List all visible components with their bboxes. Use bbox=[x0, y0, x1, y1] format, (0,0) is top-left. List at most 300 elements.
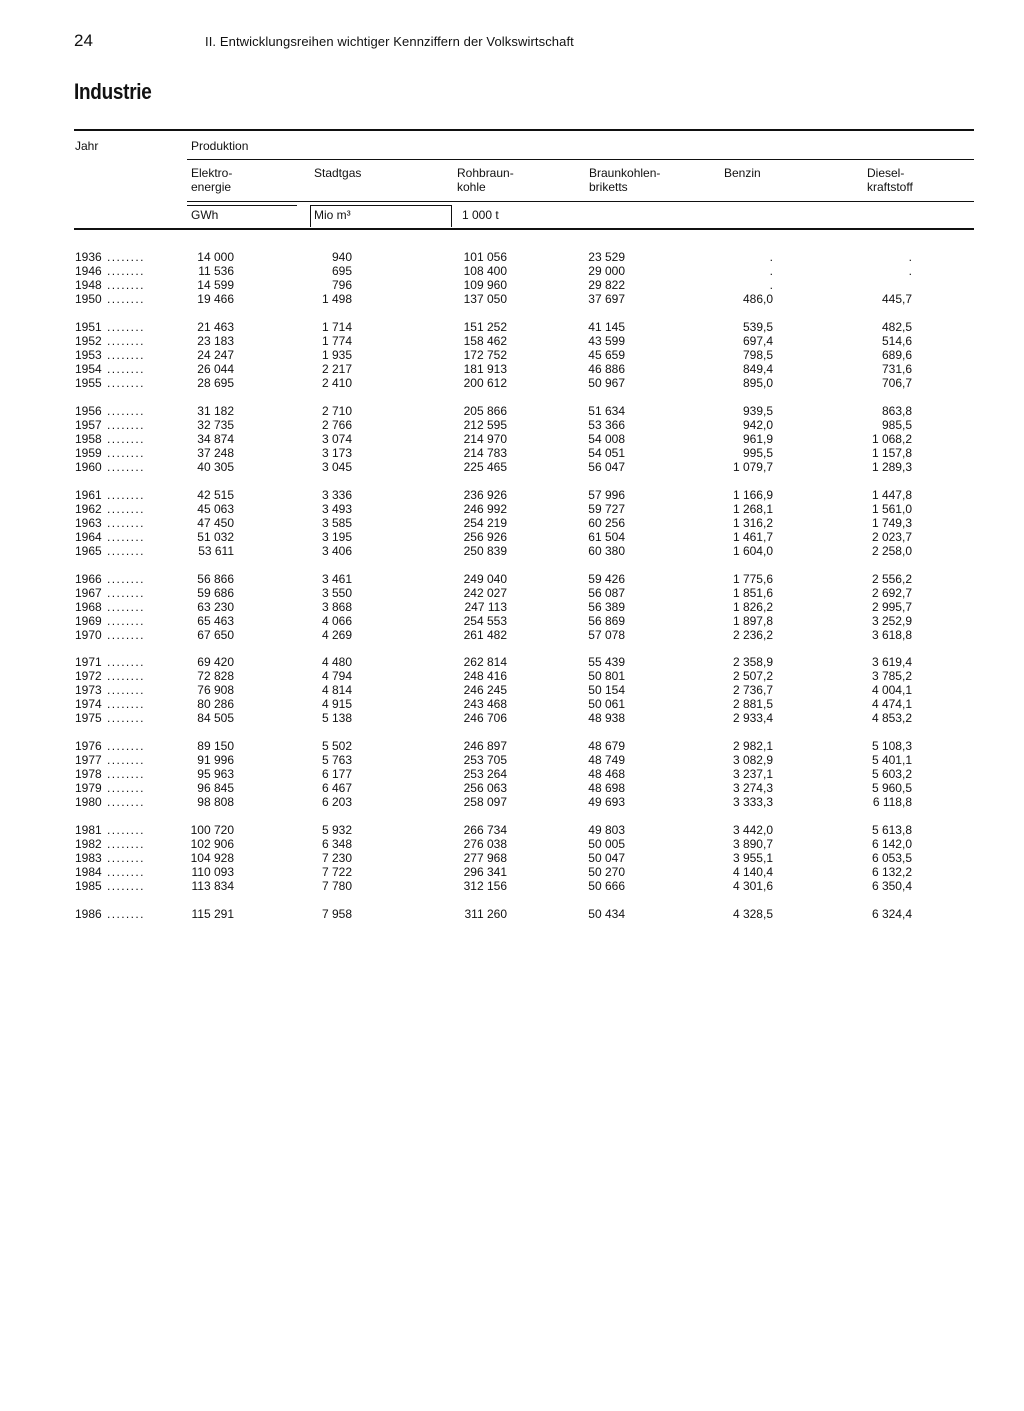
table-row bbox=[0, 320, 1024, 334]
cell-stadtgas: 3 493 bbox=[321, 501, 352, 516]
cell-stadtgas: 5 138 bbox=[321, 710, 352, 725]
row-year: 1964 bbox=[75, 529, 102, 544]
cell-stadtgas: 3 045 bbox=[321, 459, 352, 474]
cell-dieselkraftstoff: 1 068,2 bbox=[871, 431, 912, 446]
col-header-braunkohlenbriketts bbox=[589, 166, 660, 194]
cell-benzin: 697,4 bbox=[742, 333, 773, 348]
cell-braunkohlenbriketts: 49 693 bbox=[588, 794, 625, 809]
cell-dieselkraftstoff: 3 252,9 bbox=[871, 613, 912, 628]
cell-elektroenergie: 45 063 bbox=[197, 501, 234, 516]
table-row bbox=[0, 418, 1024, 432]
cell-rohbraunkohle: 311 260 bbox=[464, 907, 507, 921]
cell-elektroenergie: 67 650 bbox=[197, 627, 234, 642]
row-year: 1963 bbox=[75, 515, 102, 530]
cell-elektroenergie: 89 150 bbox=[197, 739, 234, 753]
cell-rohbraunkohle: 158 462 bbox=[463, 333, 507, 348]
cell-benzin: 849,4 bbox=[742, 361, 773, 376]
cell-benzin: 2 358,9 bbox=[732, 655, 773, 669]
table-row bbox=[0, 278, 1024, 292]
col-header-line1: Elektro- bbox=[191, 166, 233, 180]
cell-elektroenergie: 31 182 bbox=[197, 404, 234, 418]
unit-rule-gwh bbox=[187, 205, 297, 206]
cell-dieselkraftstoff: 689,6 bbox=[881, 347, 912, 362]
cell-dieselkraftstoff: . bbox=[908, 250, 912, 264]
cell-rohbraunkohle: 200 612 bbox=[463, 375, 507, 390]
cell-elektroenergie: 84 505 bbox=[197, 710, 234, 725]
table-row bbox=[0, 544, 1024, 558]
cell-elektroenergie: 28 695 bbox=[197, 375, 234, 390]
cell-stadtgas: 7 958 bbox=[321, 907, 352, 921]
cell-dieselkraftstoff: 4 004,1 bbox=[871, 682, 912, 697]
cell-rohbraunkohle: 225 465 bbox=[463, 459, 507, 474]
table-row bbox=[0, 264, 1024, 278]
row-year: 1967 bbox=[75, 585, 102, 600]
cell-stadtgas: 5 763 bbox=[321, 752, 352, 767]
cell-rohbraunkohle: 242 027 bbox=[463, 585, 507, 600]
row-leader-dots: ........ bbox=[107, 585, 145, 600]
cell-braunkohlenbriketts: 60 380 bbox=[588, 543, 625, 558]
column-header-rule bbox=[187, 201, 974, 202]
cell-braunkohlenbriketts: 29 000 bbox=[588, 263, 625, 278]
col-header-benzin bbox=[724, 166, 761, 180]
cell-stadtgas: 940 bbox=[331, 250, 352, 264]
cell-dieselkraftstoff: 4 853,2 bbox=[871, 710, 912, 725]
cell-dieselkraftstoff: 3 619,4 bbox=[871, 655, 912, 669]
cell-rohbraunkohle: 246 992 bbox=[463, 501, 507, 516]
cell-stadtgas: 4 066 bbox=[321, 613, 352, 628]
table-row bbox=[0, 655, 1024, 669]
row-year: 1956 bbox=[75, 404, 102, 418]
cell-rohbraunkohle: 108 400 bbox=[463, 263, 507, 278]
col-header-rohbraunkohle bbox=[457, 166, 514, 194]
cell-dieselkraftstoff: 1 749,3 bbox=[871, 515, 912, 530]
cell-stadtgas: 796 bbox=[331, 277, 352, 292]
row-leader-dots: ........ bbox=[107, 543, 145, 558]
row-year: 1957 bbox=[75, 417, 102, 432]
row-leader-dots: ........ bbox=[107, 907, 145, 921]
cell-rohbraunkohle: 262 814 bbox=[463, 655, 507, 669]
row-year: 1965 bbox=[75, 543, 102, 558]
cell-benzin: 486,0 bbox=[742, 291, 773, 306]
col-header-line2: kraftstoff bbox=[867, 180, 913, 194]
cell-braunkohlenbriketts: 56 389 bbox=[588, 599, 625, 614]
cell-stadtgas: 2 217 bbox=[321, 361, 352, 376]
cell-braunkohlenbriketts: 50 154 bbox=[588, 682, 625, 697]
table-row bbox=[0, 432, 1024, 446]
table-row bbox=[0, 837, 1024, 851]
cell-braunkohlenbriketts: 61 504 bbox=[588, 529, 625, 544]
cell-dieselkraftstoff: 6 142,0 bbox=[871, 836, 912, 851]
cell-stadtgas: 5 502 bbox=[321, 739, 352, 753]
row-year: 1985 bbox=[75, 878, 102, 893]
row-year: 1978 bbox=[75, 766, 102, 781]
cell-rohbraunkohle: 236 926 bbox=[463, 488, 507, 502]
cell-elektroenergie: 72 828 bbox=[197, 668, 234, 683]
cell-benzin: 895,0 bbox=[742, 375, 773, 390]
col-header-line1: Diesel- bbox=[867, 166, 905, 180]
cell-rohbraunkohle: 250 839 bbox=[463, 543, 507, 558]
row-leader-dots: ........ bbox=[107, 375, 145, 390]
cell-dieselkraftstoff: 731,6 bbox=[881, 361, 912, 376]
cell-benzin: . bbox=[769, 263, 773, 278]
col-header-dieselkraftstoff bbox=[867, 166, 913, 194]
table-row bbox=[0, 460, 1024, 474]
table-row bbox=[0, 739, 1024, 753]
cell-braunkohlenbriketts: 50 967 bbox=[588, 375, 625, 390]
cell-stadtgas: 3 868 bbox=[321, 599, 352, 614]
cell-stadtgas: 3 461 bbox=[321, 572, 352, 586]
cell-benzin: 942,0 bbox=[742, 417, 773, 432]
row-leader-dots: ........ bbox=[107, 696, 145, 711]
row-year: 1984 bbox=[75, 864, 102, 879]
row-leader-dots: ........ bbox=[107, 459, 145, 474]
cell-stadtgas: 2 410 bbox=[321, 375, 352, 390]
row-leader-dots: ........ bbox=[107, 878, 145, 893]
row-leader-dots: ........ bbox=[107, 823, 145, 837]
row-year: 1959 bbox=[75, 445, 102, 460]
col-header-line1: Stadtgas bbox=[314, 166, 362, 180]
cell-benzin: 539,5 bbox=[742, 320, 773, 334]
cell-elektroenergie: 95 963 bbox=[197, 766, 234, 781]
row-year: 1974 bbox=[75, 696, 102, 711]
table-row bbox=[0, 376, 1024, 390]
cell-rohbraunkohle: 243 468 bbox=[463, 696, 507, 711]
row-year: 1958 bbox=[75, 431, 102, 446]
cell-elektroenergie: 34 874 bbox=[197, 431, 234, 446]
cell-braunkohlenbriketts: 56 087 bbox=[588, 585, 625, 600]
cell-benzin: 961,9 bbox=[742, 431, 773, 446]
cell-benzin: 2 982,1 bbox=[732, 739, 773, 753]
cell-benzin: 4 328,5 bbox=[732, 907, 773, 921]
unit-1000t: 1 000 t bbox=[462, 208, 499, 222]
cell-rohbraunkohle: 181 913 bbox=[463, 361, 507, 376]
table-row bbox=[0, 348, 1024, 362]
cell-elektroenergie: 110 093 bbox=[191, 864, 234, 879]
cell-elektroenergie: 59 686 bbox=[197, 585, 234, 600]
cell-rohbraunkohle: 246 706 bbox=[463, 710, 507, 725]
cell-dieselkraftstoff: 6 324,4 bbox=[871, 907, 912, 921]
cell-benzin: 2 933,4 bbox=[732, 710, 773, 725]
row-leader-dots: ........ bbox=[107, 515, 145, 530]
cell-rohbraunkohle: 277 968 bbox=[463, 850, 507, 865]
cell-dieselkraftstoff: 5 960,5 bbox=[871, 780, 912, 795]
cell-benzin: 2 736,7 bbox=[732, 682, 773, 697]
table-row bbox=[0, 250, 1024, 264]
row-leader-dots: ........ bbox=[107, 347, 145, 362]
cell-benzin: 3 082,9 bbox=[732, 752, 773, 767]
table-row bbox=[0, 446, 1024, 460]
cell-benzin: 995,5 bbox=[742, 445, 773, 460]
cell-elektroenergie: 63 230 bbox=[197, 599, 234, 614]
row-year: 1977 bbox=[75, 752, 102, 767]
cell-elektroenergie: 65 463 bbox=[197, 613, 234, 628]
cell-braunkohlenbriketts: 29 822 bbox=[588, 277, 625, 292]
row-year: 1946 bbox=[75, 263, 102, 278]
cell-dieselkraftstoff: . bbox=[908, 263, 912, 278]
cell-stadtgas: 6 203 bbox=[321, 794, 352, 809]
row-year: 1975 bbox=[75, 710, 102, 725]
cell-benzin: 3 442,0 bbox=[732, 823, 773, 837]
cell-braunkohlenbriketts: 41 145 bbox=[588, 320, 625, 334]
row-leader-dots: ........ bbox=[107, 599, 145, 614]
cell-braunkohlenbriketts: 50 666 bbox=[588, 878, 625, 893]
col-header-line2: briketts bbox=[589, 180, 628, 194]
cell-rohbraunkohle: 212 595 bbox=[463, 417, 507, 432]
cell-dieselkraftstoff: 445,7 bbox=[881, 291, 912, 306]
row-leader-dots: ........ bbox=[107, 333, 145, 348]
row-leader-dots: ........ bbox=[107, 277, 145, 292]
col-header-line2: energie bbox=[191, 180, 232, 194]
cell-elektroenergie: 19 466 bbox=[197, 291, 234, 306]
row-year: 1953 bbox=[75, 347, 102, 362]
row-year: 1969 bbox=[75, 613, 102, 628]
table-row bbox=[0, 628, 1024, 642]
table-row bbox=[0, 292, 1024, 306]
row-leader-dots: ........ bbox=[107, 572, 145, 586]
table-row bbox=[0, 334, 1024, 348]
cell-dieselkraftstoff: 6 118,8 bbox=[872, 794, 912, 809]
cell-elektroenergie: 42 515 bbox=[197, 488, 234, 502]
row-year: 1960 bbox=[75, 459, 102, 474]
unit-divider-1 bbox=[310, 205, 311, 227]
cell-stadtgas: 6 348 bbox=[321, 836, 352, 851]
cell-benzin: 2 236,2 bbox=[732, 627, 773, 642]
cell-benzin: 939,5 bbox=[742, 404, 773, 418]
cell-dieselkraftstoff: 3 785,2 bbox=[871, 668, 912, 683]
cell-rohbraunkohle: 109 960 bbox=[463, 277, 507, 292]
cell-stadtgas: 1 498 bbox=[321, 291, 352, 306]
cell-benzin: 2 881,5 bbox=[732, 696, 773, 711]
row-year: 1986 bbox=[75, 907, 102, 921]
col-header-line2: kohle bbox=[457, 180, 486, 194]
cell-dieselkraftstoff: 5 603,2 bbox=[871, 766, 912, 781]
row-year: 1951 bbox=[75, 320, 102, 334]
table-row bbox=[0, 530, 1024, 544]
cell-braunkohlenbriketts: 53 366 bbox=[588, 417, 625, 432]
running-head: II. Entwicklungsreihen wichtiger Kennziffern der Volkswirtschaft bbox=[205, 34, 574, 49]
cell-stadtgas: 1 714 bbox=[321, 320, 352, 334]
cell-braunkohlenbriketts: 23 529 bbox=[588, 250, 625, 264]
cell-braunkohlenbriketts: 54 008 bbox=[588, 431, 625, 446]
table-row bbox=[0, 865, 1024, 879]
cell-benzin: 1 268,1 bbox=[732, 501, 773, 516]
row-leader-dots: ........ bbox=[107, 627, 145, 642]
table-row bbox=[0, 600, 1024, 614]
cell-elektroenergie: 53 611 bbox=[198, 543, 234, 558]
cell-stadtgas: 3 173 bbox=[321, 445, 352, 460]
row-year: 1973 bbox=[75, 682, 102, 697]
cell-braunkohlenbriketts: 55 439 bbox=[588, 655, 625, 669]
cell-benzin: 1 604,0 bbox=[732, 543, 773, 558]
cell-elektroenergie: 91 996 bbox=[197, 752, 234, 767]
cell-braunkohlenbriketts: 49 803 bbox=[588, 823, 625, 837]
cell-braunkohlenbriketts: 48 938 bbox=[588, 710, 625, 725]
cell-rohbraunkohle: 261 482 bbox=[463, 627, 507, 642]
cell-stadtgas: 7 780 bbox=[321, 878, 352, 893]
cell-rohbraunkohle: 248 416 bbox=[463, 668, 507, 683]
cell-benzin: . bbox=[769, 277, 773, 292]
row-year: 1980 bbox=[75, 794, 102, 809]
cell-benzin: 3 890,7 bbox=[732, 836, 773, 851]
cell-stadtgas: 3 336 bbox=[321, 488, 352, 502]
cell-elektroenergie: 100 720 bbox=[190, 823, 234, 837]
cell-braunkohlenbriketts: 54 051 bbox=[588, 445, 625, 460]
cell-benzin: 798,5 bbox=[742, 347, 773, 362]
cell-dieselkraftstoff: 1 289,3 bbox=[871, 459, 912, 474]
cell-benzin: 1 851,6 bbox=[732, 585, 773, 600]
cell-elektroenergie: 11 536 bbox=[198, 263, 234, 278]
col-header-line1: Benzin bbox=[724, 166, 761, 180]
cell-rohbraunkohle: 246 897 bbox=[463, 739, 507, 753]
cell-benzin: 1 316,2 bbox=[732, 515, 773, 530]
row-leader-dots: ........ bbox=[107, 682, 145, 697]
cell-braunkohlenbriketts: 50 005 bbox=[588, 836, 625, 851]
cell-dieselkraftstoff: 863,8 bbox=[881, 404, 912, 418]
cell-dieselkraftstoff: 985,5 bbox=[881, 417, 912, 432]
cell-braunkohlenbriketts: 57 078 bbox=[588, 627, 625, 642]
cell-dieselkraftstoff: 2 556,2 bbox=[871, 572, 912, 586]
unit-gwh: GWh bbox=[191, 208, 219, 222]
cell-braunkohlenbriketts: 56 047 bbox=[588, 459, 625, 474]
cell-braunkohlenbriketts: 57 996 bbox=[588, 488, 625, 502]
cell-braunkohlenbriketts: 46 886 bbox=[588, 361, 625, 376]
table-row bbox=[0, 586, 1024, 600]
table-row bbox=[0, 697, 1024, 711]
cell-rohbraunkohle: 266 734 bbox=[463, 823, 507, 837]
row-leader-dots: ........ bbox=[107, 864, 145, 879]
cell-stadtgas: 1 935 bbox=[321, 347, 352, 362]
cell-rohbraunkohle: 172 752 bbox=[463, 347, 507, 362]
row-leader-dots: ........ bbox=[107, 794, 145, 809]
row-year: 1936 bbox=[75, 250, 102, 264]
unit-divider-2 bbox=[451, 205, 452, 227]
col-header-stadtgas bbox=[314, 166, 361, 180]
cell-rohbraunkohle: 253 264 bbox=[463, 766, 507, 781]
row-leader-dots: ........ bbox=[107, 780, 145, 795]
production-group-rule bbox=[187, 159, 974, 160]
cell-benzin: 1 461,7 bbox=[732, 529, 773, 544]
cell-elektroenergie: 24 247 bbox=[197, 347, 234, 362]
row-leader-dots: ........ bbox=[107, 417, 145, 432]
cell-dieselkraftstoff: 2 258,0 bbox=[871, 543, 912, 558]
cell-dieselkraftstoff: 2 023,7 bbox=[871, 529, 912, 544]
cell-rohbraunkohle: 276 038 bbox=[463, 836, 507, 851]
cell-elektroenergie: 14 000 bbox=[197, 250, 234, 264]
row-year: 1954 bbox=[75, 361, 102, 376]
cell-stadtgas: 4 269 bbox=[321, 627, 352, 642]
cell-stadtgas: 5 932 bbox=[321, 823, 352, 837]
cell-rohbraunkohle: 254 553 bbox=[463, 613, 507, 628]
cell-braunkohlenbriketts: 48 698 bbox=[588, 780, 625, 795]
row-year: 1966 bbox=[75, 572, 102, 586]
table-row bbox=[0, 907, 1024, 921]
row-leader-dots: ........ bbox=[107, 291, 145, 306]
cell-elektroenergie: 37 248 bbox=[197, 445, 234, 460]
cell-braunkohlenbriketts: 37 697 bbox=[588, 291, 625, 306]
cell-elektroenergie: 56 866 bbox=[197, 572, 234, 586]
table-row bbox=[0, 683, 1024, 697]
cell-benzin: . bbox=[769, 250, 773, 264]
cell-braunkohlenbriketts: 59 426 bbox=[588, 572, 625, 586]
row-leader-dots: ........ bbox=[107, 710, 145, 725]
table-row bbox=[0, 572, 1024, 586]
cell-elektroenergie: 115 291 bbox=[191, 907, 234, 921]
cell-dieselkraftstoff: 6 132,2 bbox=[871, 864, 912, 879]
table-row bbox=[0, 781, 1024, 795]
table-row bbox=[0, 879, 1024, 893]
cell-stadtgas: 3 585 bbox=[321, 515, 352, 530]
cell-benzin: 4 301,6 bbox=[732, 878, 773, 893]
table-row bbox=[0, 404, 1024, 418]
row-year: 1971 bbox=[75, 655, 102, 669]
col-header-line1: Braunkohlen- bbox=[589, 166, 661, 180]
cell-stadtgas: 4 915 bbox=[321, 696, 352, 711]
cell-rohbraunkohle: 254 219 bbox=[463, 515, 507, 530]
table-row bbox=[0, 767, 1024, 781]
row-leader-dots: ........ bbox=[107, 850, 145, 865]
year-header: Jahr bbox=[75, 139, 99, 153]
cell-dieselkraftstoff: 5 401,1 bbox=[871, 752, 912, 767]
cell-rohbraunkohle: 214 970 bbox=[463, 431, 507, 446]
col-header-elektroenergie bbox=[191, 166, 232, 194]
cell-dieselkraftstoff: 706,7 bbox=[881, 375, 912, 390]
cell-stadtgas: 3 406 bbox=[321, 543, 352, 558]
row-year: 1981 bbox=[75, 823, 102, 837]
table-row bbox=[0, 711, 1024, 725]
cell-elektroenergie: 23 183 bbox=[197, 333, 234, 348]
cell-braunkohlenbriketts: 60 256 bbox=[588, 515, 625, 530]
cell-stadtgas: 3 550 bbox=[321, 585, 352, 600]
cell-stadtgas: 6 467 bbox=[321, 780, 352, 795]
cell-benzin: 3 333,3 bbox=[732, 794, 773, 809]
cell-elektroenergie: 98 808 bbox=[197, 794, 234, 809]
row-year: 1948 bbox=[75, 277, 102, 292]
cell-benzin: 1 775,6 bbox=[732, 572, 773, 586]
cell-stadtgas: 695 bbox=[331, 263, 352, 278]
cell-benzin: 1 897,8 bbox=[732, 613, 773, 628]
row-year: 1976 bbox=[75, 739, 102, 753]
cell-rohbraunkohle: 137 050 bbox=[463, 291, 507, 306]
cell-braunkohlenbriketts: 43 599 bbox=[588, 333, 625, 348]
cell-stadtgas: 4 814 bbox=[321, 682, 352, 697]
table-header-bottom-rule bbox=[74, 228, 974, 230]
row-leader-dots: ........ bbox=[107, 263, 145, 278]
row-leader-dots: ........ bbox=[107, 320, 145, 334]
row-leader-dots: ........ bbox=[107, 668, 145, 683]
cell-dieselkraftstoff: 4 474,1 bbox=[871, 696, 912, 711]
cell-benzin: 1 166,9 bbox=[732, 488, 773, 502]
row-year: 1979 bbox=[75, 780, 102, 795]
table-row bbox=[0, 823, 1024, 837]
table-row bbox=[0, 614, 1024, 628]
cell-braunkohlenbriketts: 50 061 bbox=[588, 696, 625, 711]
cell-benzin: 4 140,4 bbox=[732, 864, 773, 879]
row-leader-dots: ........ bbox=[107, 501, 145, 516]
cell-braunkohlenbriketts: 59 727 bbox=[588, 501, 625, 516]
row-leader-dots: ........ bbox=[107, 752, 145, 767]
cell-braunkohlenbriketts: 48 679 bbox=[588, 739, 625, 753]
cell-stadtgas: 2 710 bbox=[321, 404, 352, 418]
production-group-header: Produktion bbox=[191, 139, 249, 153]
cell-stadtgas: 6 177 bbox=[321, 766, 352, 781]
cell-dieselkraftstoff: 6 350,4 bbox=[871, 878, 912, 893]
row-leader-dots: ........ bbox=[107, 613, 145, 628]
cell-dieselkraftstoff: 2 692,7 bbox=[871, 585, 912, 600]
row-leader-dots: ........ bbox=[107, 445, 145, 460]
unit-mio-m3: Mio m³ bbox=[314, 208, 351, 222]
row-year: 1961 bbox=[75, 488, 102, 502]
cell-braunkohlenbriketts: 51 634 bbox=[588, 404, 625, 418]
